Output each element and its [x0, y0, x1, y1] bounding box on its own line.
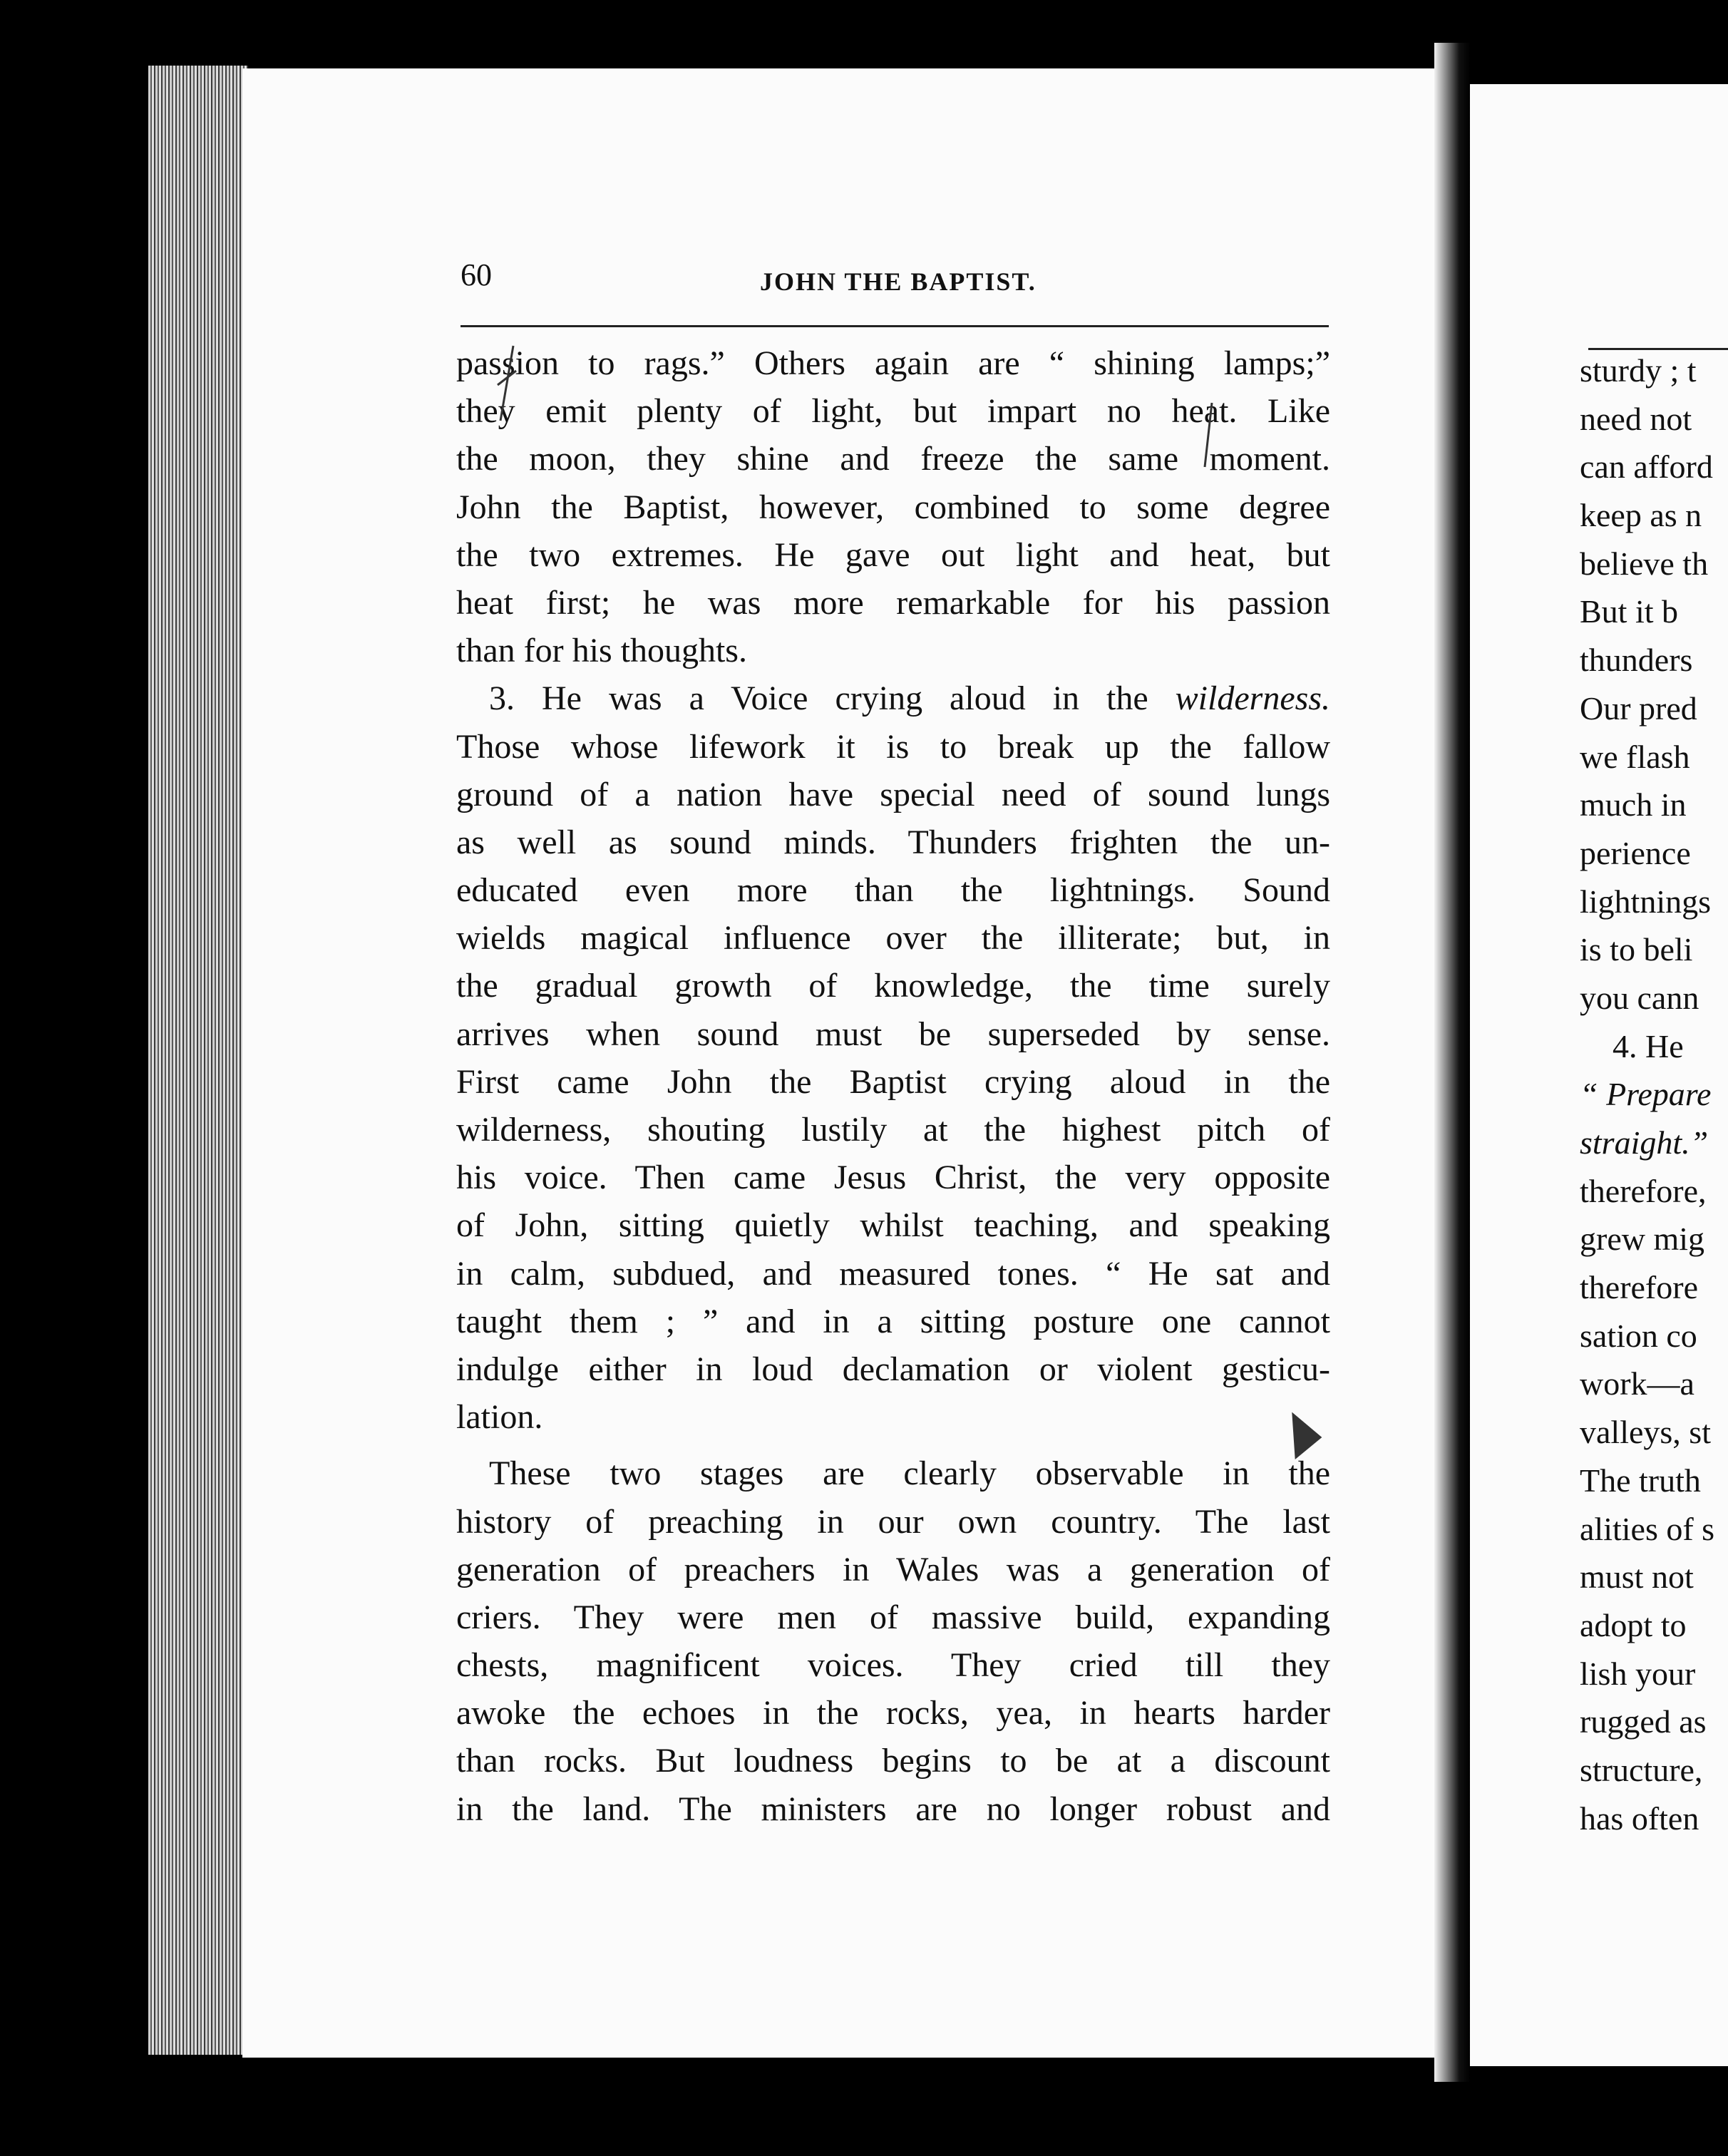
text-line: First came John the Baptist crying aloud in the: [456, 1062, 1330, 1101]
text-line: But it b: [1580, 593, 1679, 630]
text-line: Those whose lifework it is to break up the fallow: [456, 727, 1330, 766]
text-line: lation.: [456, 1398, 543, 1437]
text-line: you cann: [1580, 979, 1699, 1016]
text-line: keep as n: [1580, 497, 1702, 534]
text-line: educated even more than the lightnings. Sound: [456, 871, 1330, 910]
text-line: perience: [1580, 834, 1691, 871]
pencil-mark: [485, 342, 528, 428]
text-line: than rocks. But loudness begins to be at a discount: [456, 1742, 1330, 1780]
text-line: wilderness, shouting lustily at the highest pitch of: [456, 1111, 1330, 1149]
text-line: they emit plenty of light, but impart no heat. Like: [456, 392, 1330, 431]
text-line: therefore: [1580, 1269, 1698, 1306]
text-line: arrives when sound must be superseded by sense.: [456, 1015, 1330, 1053]
text-line: the two extremes. He gave out light and heat, but: [456, 535, 1330, 574]
text-line: [456, 674, 1330, 722]
text-line: we flash: [1580, 738, 1690, 775]
text-line: lightnings: [1580, 883, 1712, 920]
text-line: awoke the echoes in the rocks, yea, in hearts harder: [456, 1694, 1330, 1732]
text-line: Our pred: [1580, 689, 1697, 727]
book-gutter: [1434, 43, 1470, 2082]
page-number: 60: [461, 257, 492, 292]
text-line: need not: [1580, 400, 1692, 437]
text-line: rugged as: [1580, 1703, 1707, 1740]
text-line: his voice. Then came Jesus Christ, the very opposite: [456, 1159, 1330, 1197]
text-line: These two stages are clearly observable in the: [489, 1454, 1330, 1493]
running-head: [461, 257, 1330, 299]
text-line: sturdy ; t: [1580, 352, 1697, 389]
text-line: as well as sound minds. Thunders frighten the un-: [456, 823, 1330, 861]
text-line: is to beli: [1580, 931, 1693, 968]
italic-word: wilderness.: [1175, 679, 1330, 718]
text-line: The truth: [1580, 1462, 1701, 1499]
text-line: wields magical influence over the illiterate; but, in: [456, 919, 1330, 958]
text-line-start: 3. He was a Voice crying aloud in the: [489, 679, 1176, 718]
text-line: of John, sitting quietly whilst teaching, and speaking: [456, 1206, 1330, 1245]
text-line: can afford: [1580, 448, 1713, 486]
page-edges: [148, 66, 248, 2055]
text-line: John the Baptist, however, combined to some degree: [456, 488, 1330, 526]
text-line: grew mig: [1580, 1221, 1705, 1258]
text-line: heat first; he was more remarkable for his passion: [456, 583, 1330, 622]
text-line: has often: [1580, 1800, 1699, 1837]
text-line: ground of a nation have special need of sound lungs: [456, 775, 1330, 813]
text-line: the moon, they shine and freeze the same moment.: [456, 440, 1330, 478]
text-line: must not: [1580, 1559, 1694, 1596]
text-line: indulge either in loud declamation or violent gesticu-: [456, 1350, 1330, 1388]
text-line: alities of s: [1580, 1510, 1715, 1547]
text-line: valleys, st: [1580, 1414, 1711, 1451]
header-rule: [461, 325, 1329, 327]
text-line: straight.”: [1580, 1124, 1709, 1161]
paragraph-gap: [456, 1441, 1330, 1449]
text-line: “ Prepare: [1580, 1076, 1712, 1113]
running-title: JOHN THE BAPTIST.: [760, 267, 1037, 296]
text-line: 4. He: [1613, 1027, 1684, 1064]
text-line: than for his thoughts.: [456, 632, 747, 670]
text-line: chests, magnificent voices. They cried till they: [456, 1646, 1330, 1685]
text-line: in calm, subdued, and measured tones. “ He sat and: [456, 1254, 1330, 1293]
text-line: in the land. The ministers are no longer robust and: [456, 1790, 1330, 1828]
text-line: criers. They were men of massive build, expanding: [456, 1598, 1330, 1636]
left-page-text: [456, 339, 1330, 1833]
text-line: passion to rags.” Others again are “ shining lamps;”: [456, 344, 1330, 382]
text-line: taught them ; ” and in a sitting posture one cannot: [456, 1302, 1330, 1340]
text-line: sation co: [1580, 1317, 1697, 1354]
text-line: much in: [1580, 786, 1687, 823]
text-line: structure,: [1580, 1751, 1703, 1788]
right-page-text: [1580, 346, 1728, 1842]
pencil-mark: [1289, 1412, 1325, 1462]
text-line: generation of preachers in Wales was a generation of: [456, 1550, 1330, 1588]
text-line: history of preaching in our own country. The last: [456, 1502, 1330, 1541]
text-line: therefore,: [1580, 1172, 1707, 1209]
text-line: believe th: [1580, 545, 1709, 582]
text-line: lish your: [1580, 1655, 1696, 1692]
text-line: thunders: [1580, 642, 1693, 679]
text-line: the gradual growth of knowledge, the time surely: [456, 967, 1330, 1005]
text-line: adopt to: [1580, 1606, 1687, 1643]
pencil-mark: [1190, 399, 1226, 471]
text-line: work—a: [1580, 1365, 1694, 1402]
